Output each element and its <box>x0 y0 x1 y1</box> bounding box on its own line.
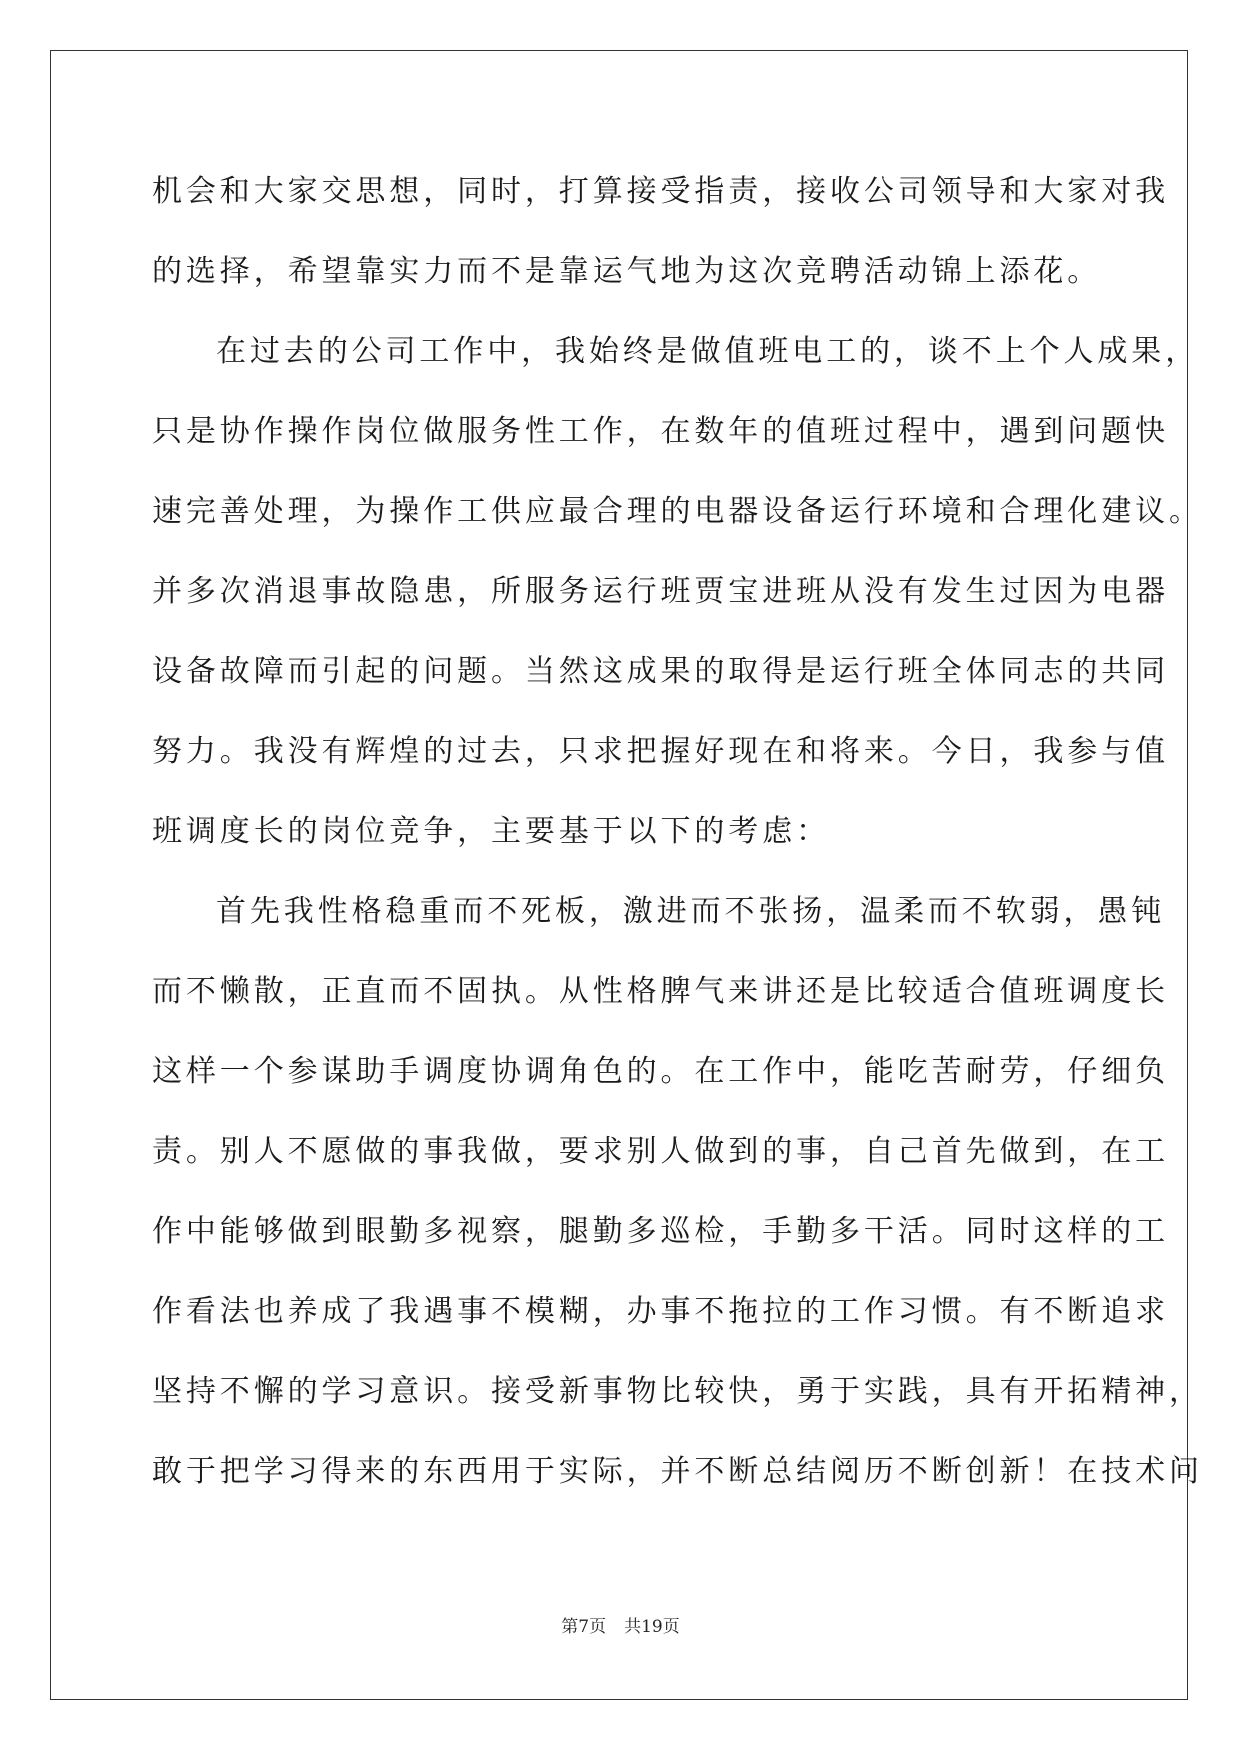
text-line: 设备故障而引起的问题。当然这成果的取得是运行班全体同志的共同 <box>152 654 1169 689</box>
text-line: 敢于把学习得来的东西用于实际，并不断总结阅历不断创新！在技术问 <box>152 1454 1203 1489</box>
current-page-number: 第7页 <box>561 1617 607 1637</box>
text-line: 只是协作操作岗位做服务性工作，在数年的值班过程中，遇到问题快 <box>152 414 1169 449</box>
text-line: 速完善处理，为操作工供应最合理的电器设备运行环境和合理化建议。 <box>152 494 1203 529</box>
text-line: 首先我性格稳重而不死板，激进而不张扬，温柔而不软弱，愚钝 <box>216 894 1166 929</box>
text-line: 责。别人不愿做的事我做，要求别人做到的事，自己首先做到，在工 <box>152 1134 1169 1169</box>
text-line: 坚持不懈的学习意识。接受新事物比较快，勇于实践，具有开拓精神， <box>152 1374 1203 1409</box>
text-line: 班调度长的岗位竞争，主要基于以下的考虑： <box>152 814 830 849</box>
document-body <box>152 156 1203 1516</box>
text-line: 并多次消退事故隐患，所服务运行班贾宝进班从没有发生过因为电器 <box>152 574 1169 609</box>
text-line: 在过去的公司工作中，我始终是做值班电工的，谈不上个人成果， <box>216 334 1200 369</box>
text-line: 而不懒散，正直而不固执。从性格脾气来讲还是比较适合值班调度长 <box>152 974 1169 1009</box>
text-line: 的选择，希望靠实力而不是靠运气地为这次竞聘活动锦上添花。 <box>152 254 1102 289</box>
text-line: 这样一个参谋助手调度协调角色的。在工作中，能吃苦耐劳，仔细负 <box>152 1054 1169 1089</box>
page-footer <box>0 1612 1241 1637</box>
text-line: 作看法也养成了我遇事不模糊，办事不拖拉的工作习惯。有不断追求 <box>152 1294 1169 1329</box>
text-line: 机会和大家交思想，同时，打算接受指责，接收公司领导和大家对我 <box>152 174 1169 209</box>
text-line: 作中能够做到眼勤多视察，腿勤多巡检，手勤多干活。同时这样的工 <box>152 1214 1169 1249</box>
text-line: 努力。我没有辉煌的过去，只求把握好现在和将来。今日，我参与值 <box>152 734 1169 769</box>
total-page-count: 共19页 <box>624 1617 680 1637</box>
